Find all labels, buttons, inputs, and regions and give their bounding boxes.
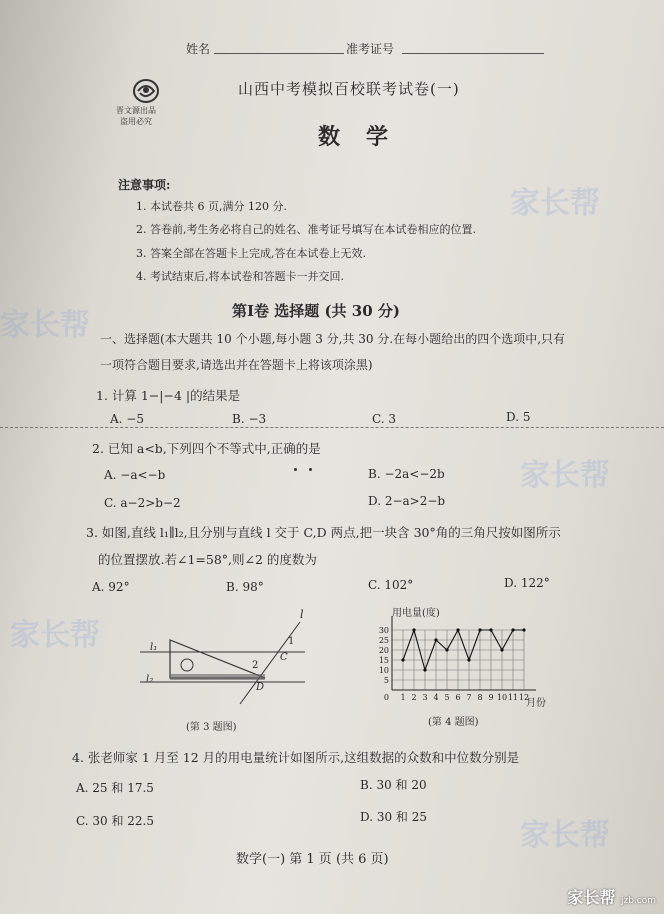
brand-logo <box>567 885 656 908</box>
exam-title: 山西中考模拟百校联考试卷(一) <box>238 80 460 98</box>
data-point <box>522 628 525 631</box>
label-angle1: 1 <box>288 636 295 647</box>
origin-label: 0 <box>383 693 389 702</box>
data-point <box>467 658 470 661</box>
set-square <box>170 640 265 678</box>
data-point <box>511 628 514 631</box>
name-blank <box>214 53 344 54</box>
option: B. 30 和 20 <box>360 778 427 792</box>
figure-3-caption: (第 3 题图) <box>186 722 237 733</box>
x-tick-label: 12 <box>518 693 530 702</box>
x-tick-label: 10 <box>496 693 508 702</box>
section-title: 第Ⅰ卷 选择题 (共 30 分) <box>232 302 400 320</box>
data-point <box>445 648 448 651</box>
watermark: 家长帮 <box>10 618 100 653</box>
question-stem: 的位置摆放.若∠1=58°,则∠2 的度数为 <box>98 552 317 567</box>
option: B. −3 <box>232 412 267 426</box>
data-point <box>489 628 492 631</box>
watermark: 家长帮 <box>510 186 600 221</box>
option: D. 2−a>2−b <box>368 494 446 508</box>
x-tick-label: 4 <box>433 693 439 702</box>
option: C. 102° <box>368 578 414 592</box>
y-tick-label: 30 <box>378 626 389 635</box>
option: C. 3 <box>372 412 397 426</box>
note-item: 4. 考试结束后,将本试卷和答题卡一并交回. <box>136 270 344 283</box>
fold-line <box>0 427 664 428</box>
watermark: 家长帮 <box>0 308 90 343</box>
option: C. a−2>b−2 <box>104 496 181 510</box>
option: D. 30 和 25 <box>360 810 427 824</box>
notes-heading: 注意事项: <box>118 178 171 192</box>
watermark: 家长帮 <box>520 818 610 853</box>
label-angle2: 2 <box>252 660 259 671</box>
emphasis-dots <box>288 456 318 475</box>
chart-ylabel: 用电量(度) <box>392 608 440 619</box>
label-l1: l₁ <box>150 642 158 653</box>
x-tick-label: 7 <box>466 693 472 702</box>
y-tick-label: 25 <box>378 636 389 645</box>
ruler-shading <box>170 674 265 680</box>
name-label: 姓名 <box>186 42 211 56</box>
label-C: C <box>280 652 288 663</box>
question-stem: 1. 计算 1−|−4 |的结果是 <box>96 388 241 403</box>
data-point <box>423 668 426 671</box>
note-item: 2. 答卷前,考生务必将自己的姓名、准考证号填写在本试卷相应的位置. <box>136 223 476 236</box>
option: A. 92° <box>92 580 130 594</box>
x-tick-label: 3 <box>422 693 428 702</box>
brand-name: 家长帮 <box>567 888 616 907</box>
figure-4-caption: (第 4 题图) <box>428 717 479 728</box>
x-tick-label: 8 <box>477 693 483 702</box>
label-D: D <box>256 682 265 693</box>
data-point <box>401 658 404 661</box>
x-tick-label: 9 <box>488 693 494 702</box>
swirl-seal-icon <box>126 78 166 104</box>
question-stem: 4. 张老师家 1 月至 12 月的用电量统计如图所示,这组数据的众数和中位数分别是 <box>72 750 520 765</box>
y-tick-label: 10 <box>378 666 389 675</box>
data-point <box>500 648 503 651</box>
note-item: 1. 本试卷共 6 页,满分 120 分. <box>136 200 287 213</box>
section-intro: 一、选择题(本大题共 10 个小题,每小题 3 分,共 30 分.在每小题给出的四个选项中,只有 <box>100 332 566 346</box>
label-l: l <box>300 608 304 621</box>
brand-domain: jzb.com <box>620 896 656 906</box>
set-square-hole <box>181 659 193 671</box>
logo-line2: 盗用必究 <box>120 117 152 126</box>
x-tick-label: 2 <box>411 693 417 702</box>
option: B. 98° <box>226 580 264 594</box>
y-tick-label: 20 <box>378 646 389 655</box>
figure-4-chart <box>362 604 572 724</box>
ticket-label: 准考证号 <box>346 42 395 56</box>
option: A. −a<−b <box>104 468 166 482</box>
option: A. −5 <box>110 412 144 426</box>
data-point <box>478 628 481 631</box>
option: D. 5 <box>506 410 531 424</box>
page-footer: 数学(一) 第 1 页 (共 6 页) <box>236 852 389 867</box>
x-tick-label: 5 <box>444 693 450 702</box>
x-tick-label: 1 <box>400 693 406 702</box>
data-point <box>412 628 415 631</box>
x-tick-label: 11 <box>507 693 519 702</box>
watermark: 家长帮 <box>520 458 610 493</box>
option: C. 30 和 22.5 <box>76 814 155 828</box>
line-l <box>240 622 300 704</box>
chart-xunit: 月份 <box>526 698 546 709</box>
option: B. −2a<−2b <box>368 467 445 481</box>
option: D. 122° <box>504 576 550 590</box>
subject-title: 数学 <box>318 124 415 150</box>
y-tick-label: 15 <box>378 656 389 665</box>
ticket-blank <box>402 53 544 54</box>
label-l2: l₂ <box>146 674 154 685</box>
option: A. 25 和 17.5 <box>76 781 154 795</box>
x-tick-label: 6 <box>455 693 461 702</box>
data-point <box>456 628 459 631</box>
section-intro: 一项符合题目要求,请选出并在答题卡上将该项涂黑) <box>100 358 373 372</box>
figure-3 <box>140 608 310 712</box>
logo-line1: 晋文源出品 <box>116 106 156 115</box>
y-tick-label: 5 <box>383 676 389 685</box>
data-point <box>434 638 437 641</box>
note-item: 3. 答案全部在答题卡上完成,答在本试卷上无效. <box>136 247 366 260</box>
question-stem: 2. 已知 a<b,下列四个不等式中,正确的是 <box>92 441 321 456</box>
question-stem: 3. 如图,直线 l₁∥l₂,且分别与直线 l 交于 C,D 两点,把一块含 30°角的三角尺按如图所示 <box>86 525 561 540</box>
